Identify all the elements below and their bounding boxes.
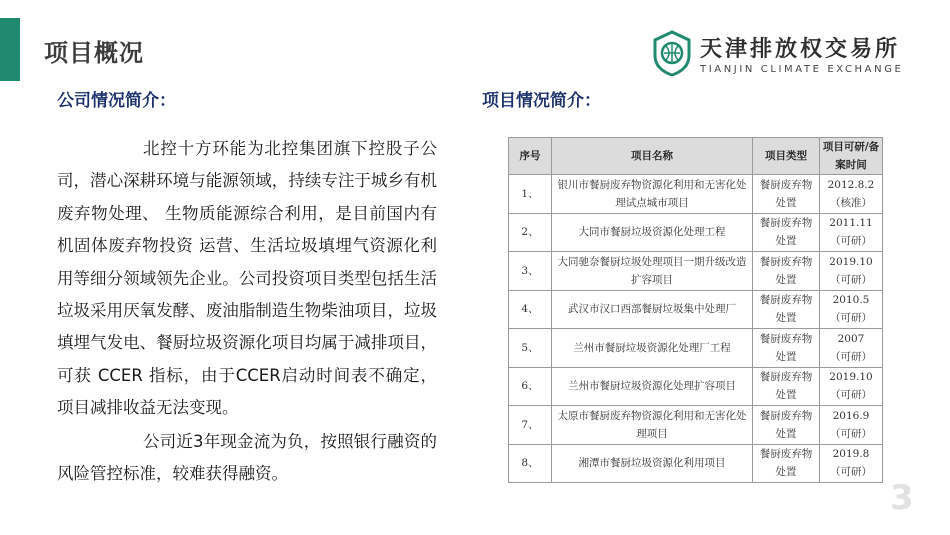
cell-date	[820, 175, 883, 214]
table-header-row	[509, 138, 883, 175]
cell-date-value: 2007	[837, 332, 865, 345]
cell-date-status: （可研）	[830, 273, 872, 286]
column-header-type: 项目类型	[753, 138, 820, 175]
cell-date-status: （可研）	[830, 389, 872, 402]
cell-date-value: 2019.10	[829, 255, 873, 268]
logo-name-en: TIANJIN CLIMATE EXCHANGE	[700, 64, 904, 75]
cell-date	[820, 329, 883, 368]
projects-table-container	[508, 137, 882, 481]
cell-type: 餐厨废弃物处置	[753, 406, 820, 445]
page-title: 项目概况	[44, 39, 144, 67]
page-number: 3	[890, 478, 914, 518]
logo-name-cn: 天津排放权交易所	[700, 37, 901, 62]
title-accent-bar	[0, 18, 20, 81]
cell-date	[820, 444, 883, 483]
cell-type: 餐厨废弃物处置	[753, 367, 820, 406]
cell-type: 餐厨废弃物处置	[753, 444, 820, 483]
column-header-seq: 序号	[509, 138, 552, 175]
cell-seq: 5、	[509, 329, 552, 368]
column-header-date: 项目可研/备案时间	[820, 138, 883, 175]
cell-seq: 2、	[509, 213, 552, 252]
intro-paragraph: 北控十方环能为北控集团旗下控股子公司，潜心深耕环境与能源领域，持续专注于城乡有机废弃物处理、 生物质能源综合利用，是目前国内有机固体废弃物投资 运营、生活垃圾填埋气资源化利用等细分领域领先企业。公司投资项目类型包括生活垃圾采用厌氧发酵、废油脂制造生物柴油项目，垃圾填埋气发电、餐厨垃圾资源化项目均属于减排项目，可获 CCER 指标，由于CCER启动时间表不确定，项目减排收益无法变现。	[57, 139, 437, 418]
cell-date-status: （可研）	[830, 235, 872, 248]
table-row	[509, 444, 883, 483]
cell-date-value: 2019.8	[832, 448, 870, 461]
cell-date-value: 2010.5	[832, 294, 870, 307]
projects-heading: 项目情况简介：	[482, 91, 601, 111]
cell-name: 太原市餐厨废弃物资源化利用和无害化处理项目	[552, 406, 753, 445]
company-heading: 公司情况简介：	[57, 91, 176, 111]
cell-name: 武汉市汉口西部餐厨垃圾集中处理厂	[552, 290, 753, 329]
cell-date-value: 2012.8.2	[827, 178, 875, 191]
cell-type: 餐厨废弃物处置	[753, 329, 820, 368]
table-row	[509, 252, 883, 291]
cell-name: 银川市餐厨废弃物资源化利用和无害化处理试点城市项目	[552, 175, 753, 214]
table-row	[509, 329, 883, 368]
cell-date-status: （可研）	[830, 466, 872, 479]
company-intro	[57, 133, 437, 490]
table-row	[509, 406, 883, 445]
column-header-name: 项目名称	[552, 138, 753, 175]
cell-seq: 8、	[509, 444, 552, 483]
cell-type: 餐厨废弃物处置	[753, 175, 820, 214]
cell-date-value: 2016.9	[832, 409, 870, 422]
cell-date	[820, 406, 883, 445]
cell-date	[820, 367, 883, 406]
table-row	[509, 367, 883, 406]
cell-name: 兰州市餐厨垃圾资源化处理扩容项目	[552, 367, 753, 406]
cell-date	[820, 213, 883, 252]
cell-type: 餐厨废弃物处置	[753, 252, 820, 291]
cell-date	[820, 290, 883, 329]
cell-name: 湘潭市餐厨垃圾资源化利用项目	[552, 444, 753, 483]
cell-type: 餐厨废弃物处置	[753, 213, 820, 252]
exchange-emblem-icon	[652, 30, 692, 76]
exchange-logo	[652, 30, 922, 78]
table-row	[509, 213, 883, 252]
cell-seq: 6、	[509, 367, 552, 406]
intro-paragraph: 公司近3年现金流为负，按照银行融资的风险管控标准，较难获得融资。	[57, 431, 437, 484]
cell-seq: 4、	[509, 290, 552, 329]
cell-date	[820, 252, 883, 291]
cell-name: 大同驰奈餐厨垃圾处理项目一期升级改造扩容项目	[552, 252, 753, 291]
cell-date-value: 2011.11	[829, 217, 873, 230]
cell-type: 餐厨废弃物处置	[753, 290, 820, 329]
cell-date-value: 2019.10	[829, 371, 873, 384]
cell-seq: 3、	[509, 252, 552, 291]
cell-date-status: （可研）	[830, 312, 872, 325]
table-row	[509, 290, 883, 329]
projects-table	[508, 137, 883, 483]
cell-name: 兰州市餐厨垃圾资源化处理厂工程	[552, 329, 753, 368]
cell-date-status: （核准）	[830, 196, 872, 209]
cell-date-status: （可研）	[830, 427, 872, 440]
cell-seq: 7、	[509, 406, 552, 445]
table-row	[509, 175, 883, 214]
cell-name: 大同市餐厨垃圾资源化处理工程	[552, 213, 753, 252]
cell-seq: 1、	[509, 175, 552, 214]
cell-date-status: （可研）	[830, 350, 872, 363]
